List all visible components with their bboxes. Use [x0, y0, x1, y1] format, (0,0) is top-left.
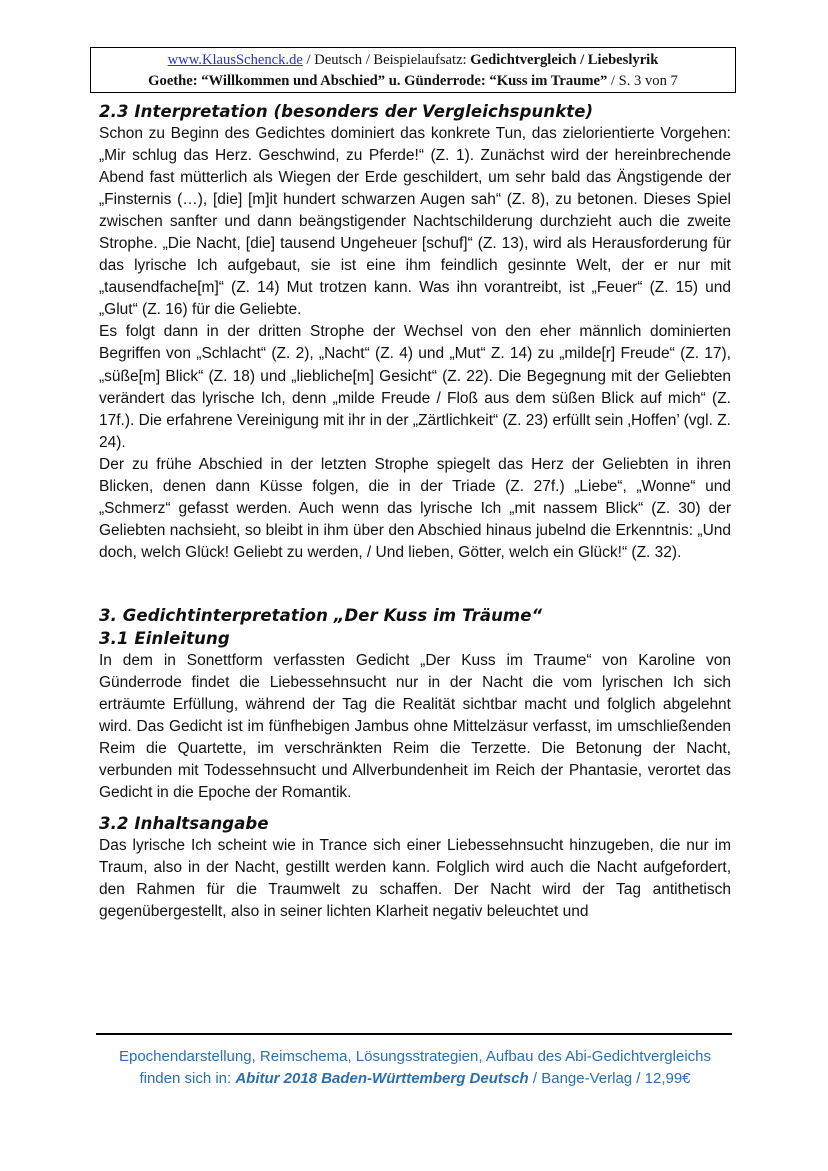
- footer-prefix: finden sich in:: [139, 1070, 236, 1087]
- section-3-2-title: 3.2 Inhaltsangabe: [99, 814, 269, 834]
- footer-book-title: Abitur 2018 Baden-Württemberg Deutsch: [235, 1070, 529, 1087]
- paragraph: Schon zu Beginn des Gedichtes dominiert das konkrete Tun, das zielorientierte Vorgehen: „Mir schlug das Herz. Geschwind, zu Pferde!“ (Z. 1). Zunächst wird der hereinbrechende Abend fast mütterlich als Wiegen der Erde geschildert, um sehr bald das Ängstigende der „Finsternis (…), [die] [m]it hundert schwarzen Augen sah“ (Z. 8), zu betonen. Dieses Spiel zwischen sanfter und dann beängstigender Nachtschilderung durchzieht auch die zweite Strophe. „Die Nacht, [die] tausend Ungeheuer [schuf]“ (Z. 13), wird als Herausforderung für das lyrische Ich aufgebaut, sie ist eine ihm feindlich gesinnte Welt, der er nur mit „tausendfache[m]“ (Z. 14) Mut trotzen kann. Was ihn vorantreibt, ist „Feuer“ (Z. 15) und „Glut“ (Z. 16) für die Geliebte.: [99, 125, 731, 319]
- header-poems: Goethe: “Willkommen und Abschied” u. Günderrode: “Kuss im Traume”: [148, 73, 608, 89]
- paragraph: Es folgt dann in der dritten Strophe der Wechsel von den eher männlich dominierten Begriffen von „Schlacht“ (Z. 2), „Nacht“ (Z. 4) und „Mut“ Z. 14) zu „milde[r] Freude“ (Z. 17), „süße[m] Blick“ (Z. 18) und „liebliche[m] Gesicht“ (Z. 22). Die Begegnung mit der Geliebten verändert das lyrische Ich, denn „milde Freude / Floß aus dem süßen Blick auf mich“ (Z. 17f.). Die erfahrene Vereinigung mit ihr in der „Zärtlichkeit“ (Z. 23) erfüllt sein ‚Hoffen’ (vgl. Z. 24).: [99, 323, 731, 451]
- header-line-2: [91, 71, 735, 92]
- header-topic: Gedichtvergleich / Liebeslyrik: [470, 52, 659, 68]
- footer-line-1: Epochendarstellung, Reimschema, Lösungsstrategien, Aufbau des Abi-Gedichtvergleichs: [118, 1048, 712, 1065]
- paragraph: Das lyrische Ich scheint wie in Trance sich einer Liebessehnsucht hinzugeben, die nur im Traum, also in der Nacht, gestillt werden kann. Folglich wird auch die Nacht aufgefordert, den Rahmen für die Traumwelt zu schaffen. Der Nacht wird der Tag antithetisch gegenübergestellt, also in seiner lichten Klarheit negativ beleuchtet und: [99, 837, 731, 921]
- spacer: [99, 804, 731, 812]
- document-body: [99, 100, 731, 923]
- section-3-title: 3. Gedichtinterpretation „Der Kuss im Träume“: [99, 605, 543, 625]
- page-footer: [60, 1046, 770, 1090]
- paragraph: Der zu frühe Abschied in der letzten Strophe spiegelt das Herz der Geliebten in ihren Blicken, denen dann Küsse folgen, die in der Triade (Z. 27f.) „Liebe“, „Wonne“ und „Schmerz“ gefasst werden. Auch wenn das lyrische Ich „mit nassem Blick“ (Z. 30) der Geliebten nachsieht, so bleibt in ihm über den Abschied hinaus jubelnd die Erkenntnis: „Und doch, welch Glück! Geliebt zu werden, / Und lieben, Götter, welch ein Glück!“ (Z. 32).: [99, 455, 731, 561]
- spacer: [99, 564, 731, 604]
- section-2-3-title: 2.3 Interpretation (besonders der Vergleichspunkte): [99, 102, 594, 121]
- footer-line-2: [60, 1068, 770, 1090]
- header-breadcrumb: / Deutsch / Beispielaufsatz:: [302, 52, 471, 68]
- page-number: / S. 3 von 7: [607, 73, 678, 89]
- paragraph: In dem in Sonettform verfassten Gedicht „Der Kuss im Traume“ von Karoline von Günderrode findet die Liebessehnsucht nur in der Nacht die vom lyrischen Ich sich erträumte Erfüllung, während der Tag die Realität sichtbar macht und folglich abgelehnt wird. Das Gedicht ist im fünfhebigen Jambus ohne Mittelzäsur verfasst, im umschließenden Reim die Quartette, im verschränkten Reim die Terzette. Die Betonung der Nacht, verbunden mit Todessehnsucht und Allverbundenheit im Reich der Phantasie, verortet das Gedicht in die Epoche der Romantik.: [99, 651, 731, 802]
- section-3-1-title: 3.1 Einleitung: [99, 628, 230, 648]
- header-line-1: [91, 50, 735, 71]
- footer-divider: [96, 1033, 732, 1035]
- site-link[interactable]: www.KlausSchenck.de: [167, 52, 303, 68]
- page-header: [90, 47, 736, 93]
- footer-publisher: / Bange-Verlag / 12,99€: [528, 1070, 691, 1087]
